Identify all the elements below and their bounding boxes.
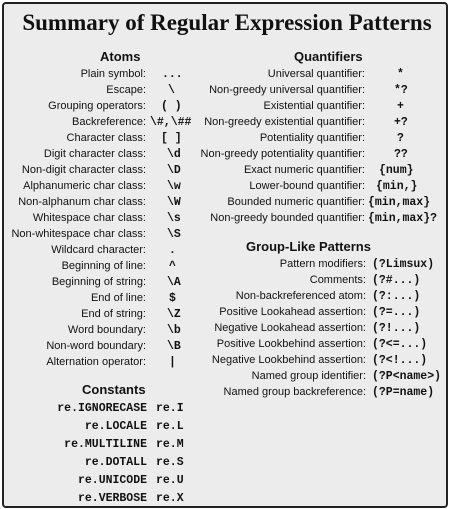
group-value: (?:...) <box>372 290 421 303</box>
atoms-heading: Atoms <box>100 49 141 64</box>
quantifier-row <box>184 212 365 228</box>
quantifier-row <box>184 180 365 196</box>
group-row <box>184 322 366 338</box>
atom-row <box>4 308 146 324</box>
atom-label: End of string: <box>81 308 146 320</box>
atom-value: \b <box>167 324 181 337</box>
constant-row <box>4 402 147 418</box>
atom-value: \D <box>167 164 181 177</box>
atom-label: Plain symbol: <box>80 68 146 80</box>
constant-name: re.DOTALL <box>84 456 147 469</box>
quantifier-row <box>184 196 365 212</box>
atom-value: ^ <box>169 260 176 273</box>
constant-name: re.MULTILINE <box>64 438 147 451</box>
quantifier-label: Non-greedy bounded quantifier: <box>210 212 365 224</box>
atom-row <box>4 212 146 228</box>
group-label: Named group backreference: <box>223 386 366 398</box>
group-like-heading: Group-Like Patterns <box>246 239 371 254</box>
quantifier-label: Non-greedy universal quantifier: <box>209 84 365 96</box>
atom-label: Beginning of string: <box>51 276 146 288</box>
group-value: (?<=...) <box>372 338 428 351</box>
quantifier-value: {num} <box>379 164 414 177</box>
quantifier-label: Universal quantifier: <box>267 68 365 80</box>
quantifier-value: {min,} <box>376 180 418 193</box>
atom-row <box>4 164 146 180</box>
quantifier-row <box>184 148 365 164</box>
quantifier-label: Bounded numeric quantifier: <box>227 196 365 208</box>
group-value: (?=...) <box>372 306 421 319</box>
quantifier-label: Existential quantifier: <box>263 100 365 112</box>
atom-value: \d <box>167 148 181 161</box>
atom-label: End of line: <box>90 292 146 304</box>
quantifier-row <box>184 164 365 180</box>
atom-label: Word boundary: <box>67 324 146 336</box>
constant-short: re.M <box>156 438 184 451</box>
quantifier-value: {min,max}? <box>368 212 438 225</box>
constant-short: re.S <box>156 456 184 469</box>
quantifier-row <box>184 100 365 116</box>
group-row <box>184 354 366 370</box>
atom-row <box>4 276 146 292</box>
constant-name: re.UNICODE <box>77 474 147 487</box>
atom-row <box>4 244 146 260</box>
atom-label: Wildcard character: <box>51 244 146 256</box>
atom-row <box>4 68 146 84</box>
atom-label: Non-digit character class: <box>21 164 146 176</box>
group-value: (?Limsux) <box>372 258 435 271</box>
constant-name: re.IGNORECASE <box>57 402 147 415</box>
quantifier-value: * <box>397 68 404 81</box>
constants-heading: Constants <box>82 382 146 397</box>
quantifier-value: *? <box>394 84 408 97</box>
group-label: Comments: <box>309 274 366 286</box>
atom-row <box>4 356 146 372</box>
group-label: Negative Lookahead assertion: <box>214 322 366 334</box>
group-row <box>184 386 366 402</box>
constant-row <box>4 474 147 490</box>
group-value: (?#...) <box>372 274 421 287</box>
atom-value: \A <box>167 276 181 289</box>
group-row <box>184 290 366 306</box>
constant-short: re.X <box>156 492 184 505</box>
atom-label: Whitespace char class: <box>32 212 146 224</box>
atom-label: Character class: <box>66 132 146 144</box>
atom-row <box>4 84 146 100</box>
group-value: (?P<name>) <box>372 370 442 383</box>
constant-row <box>4 456 147 472</box>
atom-value: ( ) <box>161 100 182 113</box>
atom-value: \w <box>167 180 181 193</box>
atom-label: Escape: <box>106 84 146 96</box>
quantifier-value: ?? <box>394 148 408 161</box>
page-title: Summary of Regular Expression Patterns <box>22 10 432 35</box>
summary-card <box>2 2 448 508</box>
quantifier-row <box>184 116 365 132</box>
quantifier-label: Exact numeric quantifier: <box>243 164 365 176</box>
atom-label: Non-word boundary: <box>46 340 146 352</box>
atom-label: Alphanumeric char class: <box>23 180 146 192</box>
atom-label: Backreference: <box>72 116 146 128</box>
quantifier-row <box>184 68 365 84</box>
group-label: Named group identifier: <box>251 370 366 382</box>
quantifiers-heading: Quantifiers <box>294 49 363 64</box>
atom-label: Digit character class: <box>43 148 146 160</box>
group-value: (?!...) <box>372 322 421 335</box>
atom-row <box>4 196 146 212</box>
atom-row <box>4 260 146 276</box>
atom-value: \#,\## <box>150 116 192 129</box>
atom-label: Non-whitespace char class: <box>11 228 146 240</box>
constant-name: re.LOCALE <box>84 420 147 433</box>
atom-value: \s <box>167 212 181 225</box>
group-value: (?<!...) <box>372 354 428 367</box>
quantifier-label: Non-greedy potentiality quantifier: <box>200 148 365 160</box>
quantifier-row <box>184 132 365 148</box>
atom-row <box>4 132 146 148</box>
atom-row <box>4 180 146 196</box>
quantifier-label: Non-greedy existential quantifier: <box>204 116 365 128</box>
atom-row <box>4 228 146 244</box>
group-label: Positive Lookahead assertion: <box>219 306 366 318</box>
constant-name: re.VERBOSE <box>77 492 147 505</box>
constant-row <box>4 438 147 454</box>
constant-row <box>4 420 147 436</box>
atom-row <box>4 100 146 116</box>
constant-short: re.I <box>156 402 184 415</box>
quantifier-value: +? <box>394 116 408 129</box>
atom-label: Non-alphanum char class: <box>18 196 146 208</box>
group-row <box>184 370 366 386</box>
group-row <box>184 274 366 290</box>
group-row <box>184 338 366 354</box>
group-value: (?P=name) <box>372 386 435 399</box>
atom-value: | <box>169 356 176 369</box>
atom-value: \Z <box>167 308 181 321</box>
group-label: Non-backreferenced atom: <box>235 290 366 302</box>
atom-value: ... <box>162 68 183 81</box>
atom-label: Beginning of line: <box>61 260 146 272</box>
atom-row <box>4 324 146 340</box>
atom-value: [ ] <box>161 132 182 145</box>
group-label: Pattern modifiers: <box>279 258 366 270</box>
group-row <box>184 258 366 274</box>
constant-short: re.L <box>156 420 184 433</box>
atom-value: \ <box>168 84 175 97</box>
group-label: Negative Lookbehind assertion: <box>211 354 366 366</box>
group-row <box>184 306 366 322</box>
constant-short: re.U <box>156 474 184 487</box>
quantifier-value: + <box>397 100 404 113</box>
group-label: Positive Lookbehind assertion: <box>216 338 366 350</box>
quantifier-label: Potentiality quantifier: <box>259 132 365 144</box>
atom-row <box>4 116 146 132</box>
quantifier-value: ? <box>397 132 404 145</box>
atom-value: \W <box>167 196 181 209</box>
quantifier-row <box>184 84 365 100</box>
atom-row <box>4 292 146 308</box>
constant-row <box>4 492 147 508</box>
quantifier-label: Lower-bound quantifier: <box>249 180 365 192</box>
atom-value: $ <box>169 292 176 305</box>
atom-label: Grouping operators: <box>48 100 146 112</box>
atom-label: Alternation operator: <box>46 356 146 368</box>
atom-value: \S <box>167 228 181 241</box>
atom-value: . <box>169 244 176 257</box>
atom-row <box>4 148 146 164</box>
atom-value: \B <box>167 340 181 353</box>
quantifier-value: {min,max} <box>368 196 431 209</box>
atom-row <box>4 340 146 356</box>
